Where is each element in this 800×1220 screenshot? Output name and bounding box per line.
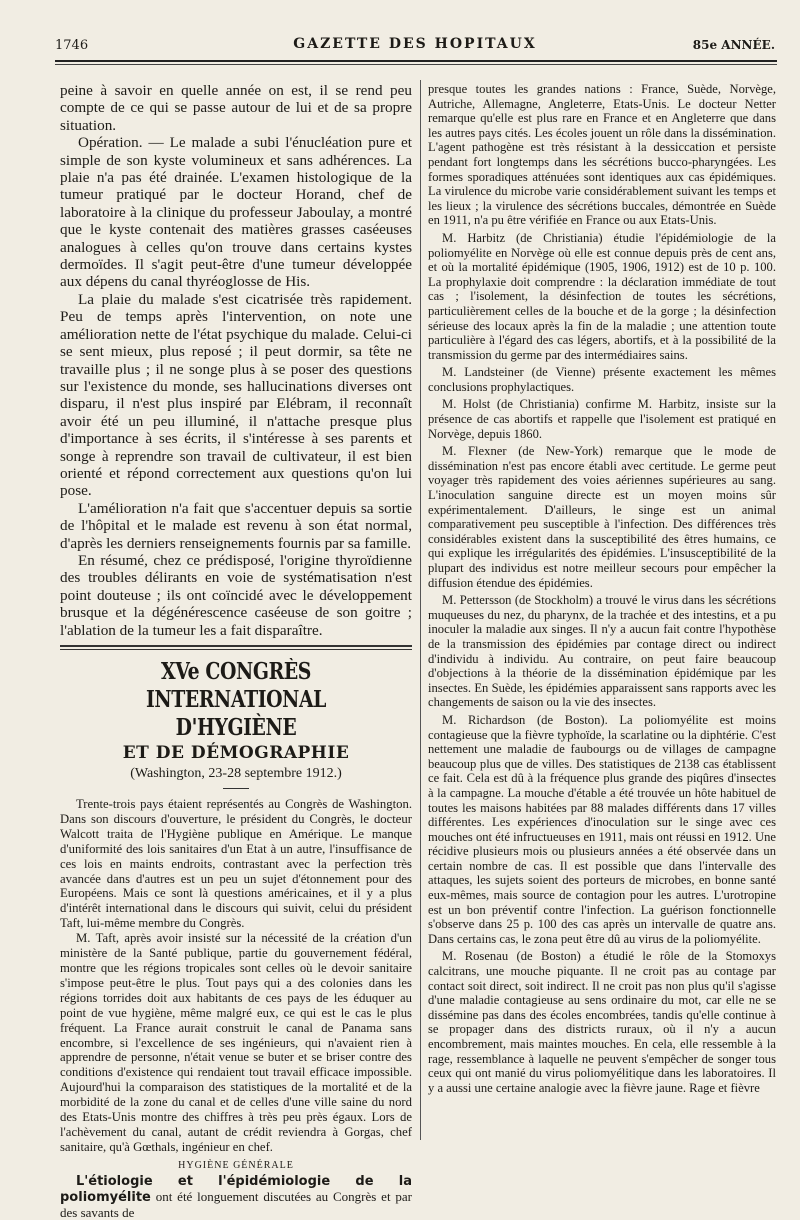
paragraph: La plaie du malade s'est cicatrisée très rapidement. Peu de temps après l'intervention, on note une amélioration nette de l'état psychique du malade. Celui-ci se sent mieux, plus reposé ; il peut dormir, sa tête ne travaille plus ; il ne songe plus à se poser des questions sur l'existence du monde, ses hallucinations diverses ont disparu, il n'est plus inspiré par Elébram, il reconnaît avoir été un peu illuminé, il n'attache presque plus d'importance à ses écrits, il s'intéresse à ses parents et songe à reprendre son travail de cultivateur, il est bien orienté et répond correctement aux questions qu'on lui pose. [60,290,412,500]
header-rule-thin [55,64,777,65]
paragraph: M. Rosenau (de Boston) a étudié le rôle de la Stomoxys calcitrans, une mouche piquante. Il ne croit pas au contage par contact soit direct, soit indirect. Il ne croit pas non plus qu'il s'agisse d'une maladie contagieuse au sens ordinaire du mot, car elle ne se dissémine pas dans des écoles encombrées, tandis qu'elle continue à se propager dans des districts ruraux, où il n'y a aucun encombrement, mais maintes mouches. En cela, elle ressemble à la rage, ressemblance à laquelle ne peuvent s'empêcher de songer tous ceux qui ont manié du virus poliomyélitique dans les laboratoires. Il y a aussi une certaine analogie avec la fièvre jaune. Rage et fièvre [428,949,776,1095]
section-heading: HYGIÈNE GÉNÉRALE [178,1159,294,1171]
paragraph: M. Taft, après avoir insisté sur la nécessité de la création d'un ministère de la Santé publique, partie du gouvernement fédéral, montre que les régions tropicales sont celles où le devoir sanitaire s'impose peut-être le plus. Tout pays qui a des colonies dans les régions torrides doit aux habitants de ces pays de les éduquer au point de vue hygiène, même malgré eux, ce qui est le cas le plus fréquent. La France aurait construit le canal de Panama sans encombre, si l'excellence de ses ingénieurs, qui n'avaient rien à apprendre de personne, n'était venue se buter et se briser contre des conditions d'existence qui rendaient tout travail efficace impossible. Aujourd'hui la comparaison des statistiques de la mortalité et de la morbidité de la zone du canal et de celles d'une ville saine du nord des Etats-Unis montre des chiffres à très peu près égaux. Lors de l'achèvement du canal, autant de crédit reviendra à Gorgas, chef sanitaire, qu'à Gœthals, ingénieur en chef. [60,931,412,1154]
paragraph: Trente-trois pays étaient représentés au Congrès de Washington. Dans son discours d'ouverture, le président du Congrès, le docteur Walcott traita de l'Hygiène publique en Amérique. Le manque d'uniformité des lois sanitaires d'un Etat à un autre, l'insuffisance de ces lois en maints endroits, contrastant avec la perfection très avancée dans d'autres est un peu un sujet d'étonnement pour des Européens. Mais ce sont là questions américaines, et il y a plus d'intérêt international dans le discours qui suivit, celui du président Taft, lui-même membre du Congrès. [60,797,412,931]
paragraph: M. Richardson (de Boston). La poliomyélite est moins contagieuse que la fièvre typhoïde, la scarlatine ou la diphtérie. C'est nettement une maladie de faubourgs ou de villages de campagne beaucoup plus que de villes. Des statistiques de 2138 cas établissent ce fait. Cela est dû à la fréquence plus grande des piqûres d'insectes à la campagne. La mouche d'étable a été trouvée un hôte habituel de toutes les maisons habitées par 88 malades différents dans 17 villes différentes. Les expériences d'inoculation sur le singe avec ces mouches ont été infructueuses en 1911, mais ont réussi en 1912. Une récidive plusieurs mois ou plusieurs années a été observée dans un certain nombre de cas. Il est possible que dans l'intervalle des attaques, les sujets soient des porteurs de microbes, en bonne santé eux-mêmes, mais source de contagion pour les autres. L'urotropine est un bon préventif contre l'infection. La guérison fonctionnelle s'observe dans 25 p. 100 des cas après un intervalle de quatre ans. Dans certains cas, le zona peut être dû au virus de la poliomyélite. [428,712,776,946]
short-rule [223,788,249,789]
right-column [428,82,776,1098]
congress-date: (Washington, 23-28 septembre 1912.) [130,766,342,781]
lead-phrase: L'étiologie et l'épidémiologie de la poliomyélite [60,1173,412,1205]
congress-subtitle: ET DE DÉMOGRAPHIE [122,743,350,763]
congress-title: XVe CONGRÈS INTERNATIONAL D'HYGIÈNE [145,658,327,741]
paragraph: L'amélioration n'a fait que s'accentuer depuis sa sortie de l'hôpital et le malade est revenu à son état normal, d'après les derniers renseignements fournis par sa famille. [60,499,412,552]
page-header [55,34,775,60]
left-column [60,82,412,1220]
journal-year: 85e ANNÉE. [692,38,775,52]
paragraph: Opération. — Le malade a subi l'énucléation pure et simple de son kyste volumineux et sans adhérences. La plaie n'a pas été drainée. L'examen histologique de la tumeur pratiqué par le docteur Horand, chef de laboratoire à la clinique du professeur Jaboulay, a montré que le kyste contenait des matières grasses caséeuses analogues à celles qu'on trouve dans certains kystes dermoïdes. Il s'agit peut-être d'une tumeur développée aux dépens du canal thyréoglosse de His. [60,134,412,291]
paragraph: M. Flexner (de New-York) remarque que le mode de dissémination n'est pas encore établi avec certitude. Le germe peut voyager très rapidement des voies aériennes supérieures au sang. L'inoculation sanguine directe est un moyen moins sûr expérimentalement. D'ailleurs, le singe est un animal comparativement peu susceptible à l'infection. Des différences très considérables existent dans la susceptibilité des êtres humains, ce qui explique les irrégularités des épidémies. L'insusceptibilité de la plupart des individus est notre meilleur secours pour empêcher la diffusion étendue des épidémies. [428,444,776,590]
paragraph: En résumé, chez ce prédisposé, l'origine thyroïdienne des troubles délirants en voie de systématisation n'est point douteuse ; ils ont coïncidé avec le développement brusque et la dégénérescence caséeuse de son goitre ; l'ablation de la tumeur les a fait disparaître. [60,551,412,639]
section-divider [60,645,412,650]
paragraph: M. Harbitz (de Christiania) étudie l'épidémiologie de la poliomyélite en Norvège où elle est connue depuis près de cent ans, et où la mortalité épidémique (1905, 1906, 1912) est de 10 p. 100. La prophylaxie doit comprendre : la déclaration immédiate de tout cas ; l'isolement, la désinfection de toutes les sécrétions, particulièrement celles de la bouche et de la gorge ; la désinfection sérieuse des locaux après la fin de la maladie ; une attention toute particulière à l'égard des cas légers, abortifs, et à la possibilité de la transmission du germe par des intermédiaires sains. [428,230,776,362]
page-number: 1746 [55,38,89,53]
paragraph: presque toutes les grandes nations : France, Suède, Norvège, Autriche, Allemagne, Angleterre, Etats-Unis. Le docteur Netter remarque qu'elle est plus rare en France et en Angleterre que dans les autres pays cités. Les écoles jouent un rôle dans la dissémination. L'agent pathogène est très résistant à la dessiccation et persiste pendant fort longtemps dans les sécrétions bucco-pharyngées. Les formes sporadiques atténuées sont identiques aux cas épidémiques. La virulence du microbe varie considérablement suivant les temps et les lieux ; la virulence des sécrétions buccales, démontrée en Suède en 1911, n'a pu être vérifiée en France ou aux Etats-Unis. [428,82,776,228]
paragraph: peine à savoir en quelle année on est, il se rend peu compte de ce qui se passe autour de lui et de sa propre situation. [60,82,412,134]
paragraph: M. Pettersson (de Stockholm) a trouvé le virus dans les sécrétions muqueuses du nez, du pharynx, de la trachée et des intestins, et a pu inoculer la maladie aux singes. Il n'y a aucun fait contre l'hypothèse de la transmission des épidémies par contage direct ou indirect d'individu à individu. Au contraire, on peut faire beaucoup d'objections à la théorie de la dissémination épidémique par les insectes. En Suède, les épidémies apparaissent sans rapports avec les changements de saison ou la vie des insectes. [428,593,776,710]
header-rule [55,60,777,62]
paragraph: M. Landsteiner (de Vienne) présente exactement les mêmes conclusions prophylactiques. [428,365,776,394]
lead-continuation: ont été longuement discutées au Congrès et par des savants de [60,1188,412,1220]
journal-title: GAZETTE DES HOPITAUX [293,36,537,52]
column-separator [420,80,421,1140]
paragraph [60,1174,412,1220]
paragraph: M. Holst (de Christiania) confirme M. Harbitz, insiste sur la présence de cas abortifs et rappelle que l'isolement est pratiqué en Norvège, depuis 1860. [428,397,776,441]
